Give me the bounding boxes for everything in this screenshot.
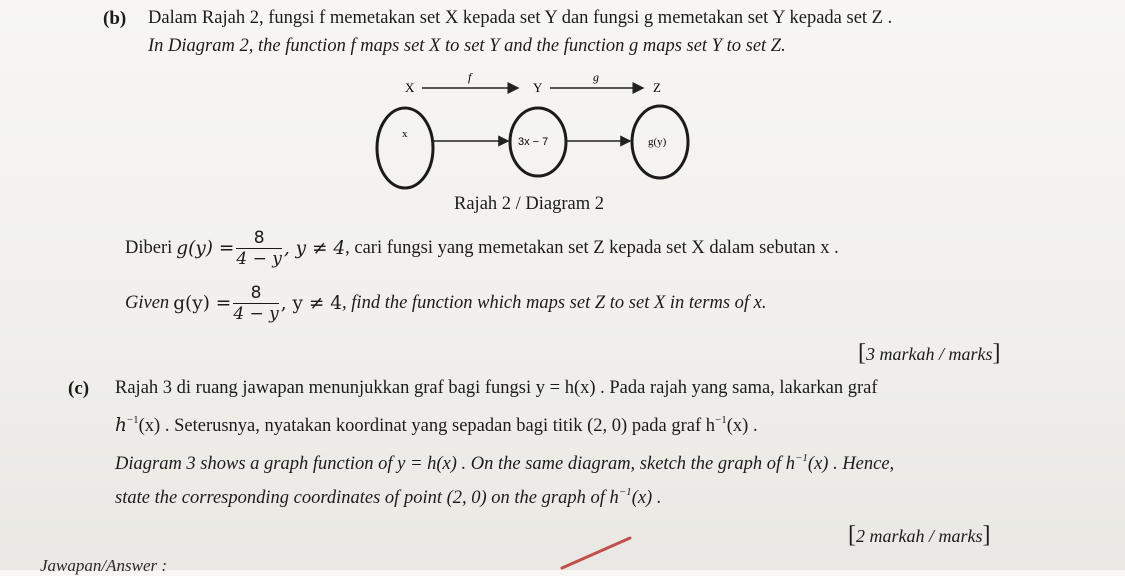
part-b-label: (b) bbox=[103, 8, 127, 29]
diagram-2-caption: Rajah 2 / Diagram 2 bbox=[454, 194, 605, 214]
elem-z: g(y) bbox=[648, 136, 667, 148]
part-c-label: (c) bbox=[68, 378, 90, 399]
part-c-malay-line-1: Rajah 3 di ruang jawapan menunjukkan graf bagi fungsi y = h(x) . Pada rajah yang sama, lakarkan graf bbox=[115, 378, 878, 398]
set-x-label: X bbox=[405, 80, 415, 95]
given-suffix-ms: , cari fungsi yang memetakan set Z kepada set X dalam sebutan x . bbox=[345, 238, 839, 258]
part-c-malay-line-2: $h^{-1}(x)$ . Seterusnya, nyatakan koordinat yang sepadan bagi titik (2, 0) pada graf $h^{-1}(x)$ . bbox=[115, 414, 758, 436]
fraction-numerator: 8 bbox=[236, 228, 281, 249]
part-c-english-line-2: state the corresponding coordinates of point (2, 0) on the graph of $h^{-1}(x)$ . bbox=[115, 486, 662, 508]
fraction-numerator-en: 8 bbox=[233, 283, 278, 304]
condition-en: , y ≠ 4 bbox=[280, 293, 343, 314]
arrow-g-label: g bbox=[593, 70, 599, 84]
fraction-en bbox=[233, 283, 278, 324]
set-z-label: Z bbox=[653, 80, 661, 95]
answer-label: Jawapan/Answer : bbox=[40, 556, 168, 575]
fraction-denominator: 4 − y bbox=[236, 249, 282, 269]
fraction-ms bbox=[236, 228, 281, 269]
set-y-label: Y bbox=[533, 80, 543, 95]
red-pen-mark bbox=[560, 532, 640, 570]
elem-x: x bbox=[402, 128, 408, 140]
part-b-marks: [3 markah / marks] bbox=[858, 340, 1001, 366]
part-c-english-line-1: Diagram 3 shows a graph function of y = h(x) . On the same diagram, sketch the graph of $h^{-1}(x)$ . Hence, bbox=[115, 452, 895, 474]
g-lhs-en: g(y) = bbox=[173, 293, 232, 314]
part-b-english-text: In Diagram 2, the function f maps set X to set Y and the function g maps set Y to set Z. bbox=[148, 36, 786, 56]
arrow-f-label: f bbox=[468, 70, 472, 84]
set-x-oval bbox=[377, 108, 433, 188]
diagram-2 bbox=[360, 62, 700, 192]
condition-ms: , y ≠ 4 bbox=[283, 238, 346, 259]
part-b-malay-text: Dalam Rajah 2, fungsi f memetakan set X kepada set Y dan fungsi g memetakan set Y kepada set Z . bbox=[148, 8, 893, 28]
fraction-denominator-en: 4 − y bbox=[233, 304, 279, 324]
elem-y: 3x − 7 bbox=[518, 136, 549, 148]
given-suffix-en: , find the function which maps set Z to set X in terms of x. bbox=[342, 293, 767, 313]
given-prefix-ms: Diberi bbox=[125, 238, 173, 258]
part-b-english-given bbox=[125, 283, 767, 324]
g-lhs-ms: g(y) = bbox=[176, 238, 235, 259]
part-b-malay-given bbox=[125, 228, 839, 269]
part-c-marks: [2 markah / marks] bbox=[848, 522, 991, 548]
given-prefix-en: Given bbox=[125, 293, 170, 313]
